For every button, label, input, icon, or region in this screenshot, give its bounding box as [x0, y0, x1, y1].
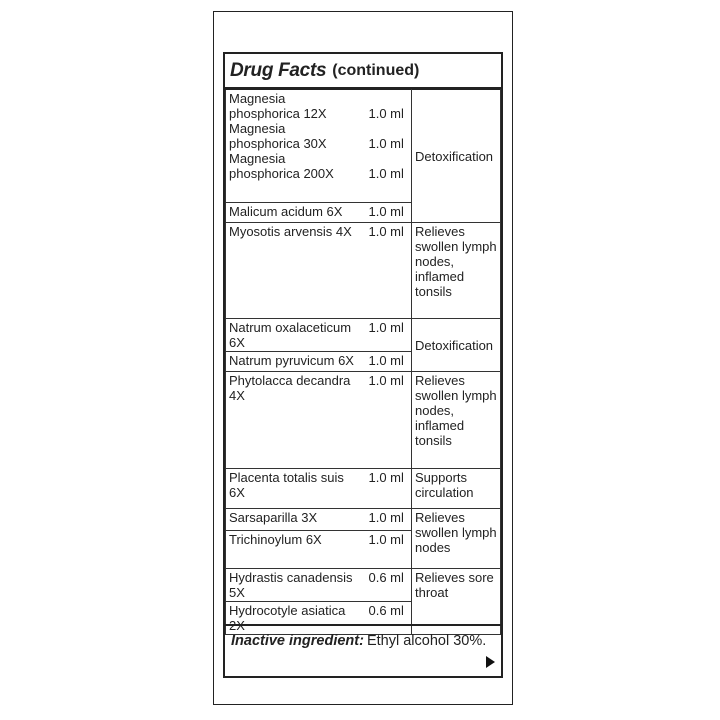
- ingredient-amount: 1.0 ml: [366, 352, 412, 372]
- ingredient-amount: 1.0 ml: [366, 509, 412, 531]
- ingredient-name: Sarsaparilla 3X: [226, 509, 366, 531]
- ingredient-amount: 1.0 ml: [366, 223, 412, 319]
- ingredient-name: Hydrastis canadensis 5X: [226, 569, 366, 602]
- ingredients-table: [225, 89, 501, 635]
- ingredient-amount: 0.6 ml: [366, 569, 412, 602]
- continue-arrow-icon: [486, 656, 495, 668]
- purpose-cell: Relieves swollen lymph nodes: [412, 509, 501, 569]
- inactive-ingredient-section: [225, 624, 501, 676]
- ingredient-amount: 1.0 ml: [366, 372, 412, 469]
- table-row: [226, 319, 501, 352]
- drug-facts-title: Drug Facts: [230, 59, 327, 81]
- ingredient-amount: 0.6 ml: [366, 602, 412, 635]
- purpose-cell: Detoxification: [412, 319, 501, 372]
- ingredient-amount: 1.0 ml: [366, 319, 412, 352]
- table-row: [226, 223, 501, 319]
- ingredient-amount: 1.0 ml: [366, 203, 412, 223]
- ingredient-name: Magnesia phosphorica 12X Magnesia phosphorica 30X Magnesia phosphorica 200X: [226, 90, 366, 203]
- ingredient-name: Placenta totalis suis 6X: [226, 469, 366, 509]
- purpose-cell: Supports circulation: [412, 469, 501, 509]
- inactive-ingredient-value: Ethyl alcohol 30%.: [366, 633, 487, 649]
- purpose-cell: Relieves sore throat: [412, 569, 501, 635]
- purpose-cell: Relieves swollen lymph nodes, inflamed tonsils: [412, 372, 501, 469]
- drug-facts-panel: [223, 52, 503, 678]
- drug-facts-header: [225, 54, 501, 89]
- ingredient-name: Natrum pyruvicum 6X: [226, 352, 366, 372]
- table-row: [226, 509, 501, 531]
- ingredient-name: Trichinoylum 6X: [226, 531, 366, 569]
- ingredient-amount: 1.0 ml 1.0 ml 1.0 ml: [366, 90, 412, 203]
- ingredient-name: Myosotis arvensis 4X: [226, 223, 366, 319]
- ingredient-amount: 1.0 ml: [366, 531, 412, 569]
- table-row: [226, 469, 501, 509]
- ingredient-name: Malicum acidum 6X: [226, 203, 366, 223]
- ingredient-name: Hydrocotyle asiatica 2X: [226, 602, 366, 635]
- purpose-cell: Detoxification: [412, 90, 501, 223]
- table-row: [226, 372, 501, 469]
- drug-facts-subtitle: (continued): [332, 61, 420, 79]
- ingredient-amount: 1.0 ml: [366, 469, 412, 509]
- table-row: [226, 569, 501, 602]
- inactive-ingredient-label: Inactive ingredient:: [231, 633, 364, 649]
- table-row: [226, 90, 501, 203]
- ingredient-name: Natrum oxalaceticum 6X: [226, 319, 366, 352]
- purpose-cell: Relieves swollen lymph nodes, inflamed tonsils: [412, 223, 501, 319]
- ingredient-name: Phytolacca decandra 4X: [226, 372, 366, 469]
